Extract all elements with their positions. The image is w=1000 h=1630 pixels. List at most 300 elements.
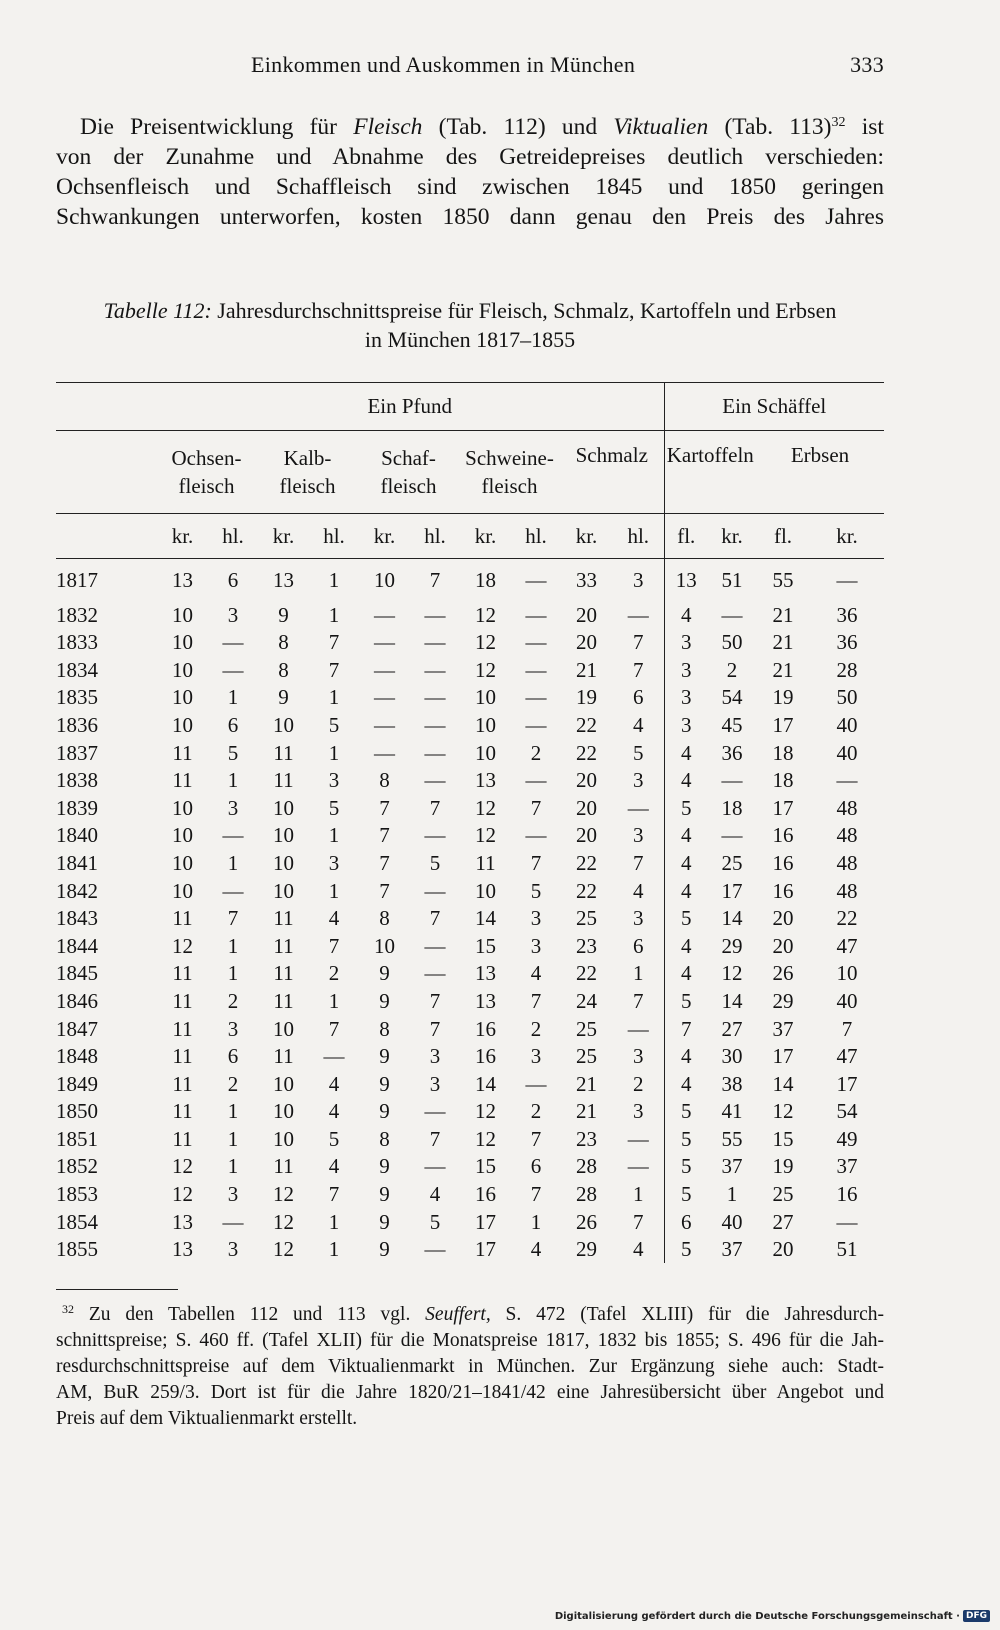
price-cell: — bbox=[424, 768, 446, 793]
year-cell: 1852 bbox=[56, 1154, 98, 1179]
price-cell: 1 bbox=[328, 1209, 340, 1234]
price-cell: 10 bbox=[374, 567, 395, 592]
footnote-ref: 32 bbox=[831, 115, 846, 130]
price-cell: 5 bbox=[429, 850, 441, 875]
price-cell: 9 bbox=[278, 685, 289, 710]
price-cell: 4 bbox=[328, 1071, 340, 1096]
price-cell: 17 bbox=[721, 878, 743, 903]
price-cell: 3 bbox=[664, 711, 708, 739]
caption-title-line-1: Jahresdurchschnittspreise für Fleisch, Schmalz, Kartoffeln und Erbsen bbox=[211, 298, 837, 323]
year-cell: 1842 bbox=[56, 878, 98, 903]
year-cell: 1838 bbox=[56, 768, 98, 793]
table-row bbox=[56, 684, 884, 712]
price-cell: 5 bbox=[328, 795, 340, 820]
price-cell: 23 bbox=[576, 1126, 597, 1151]
price-cell: 1 bbox=[227, 1126, 239, 1151]
price-cell: 18 bbox=[721, 795, 743, 820]
unit-cell: kr. bbox=[560, 514, 613, 559]
price-cell: 11 bbox=[172, 1099, 193, 1124]
price-cell: 9 bbox=[379, 1071, 390, 1096]
price-cell: 54 bbox=[836, 1099, 858, 1124]
table-row bbox=[56, 849, 884, 877]
price-cell: 10 bbox=[836, 961, 858, 986]
price-cell: 36 bbox=[721, 740, 743, 765]
price-cell: 2 bbox=[227, 988, 239, 1013]
price-cell: 7 bbox=[633, 657, 644, 682]
price-cell: 11 bbox=[172, 961, 193, 986]
unit-cell: fl. bbox=[756, 514, 810, 559]
price-cell: 10 bbox=[475, 740, 496, 765]
price-cell: 25 bbox=[576, 1016, 597, 1041]
price-cell: 19 bbox=[772, 1154, 794, 1179]
caption-title-line-2: in München 1817–1855 bbox=[364, 327, 576, 352]
column-header-kalbfleisch: Kalb- fleisch bbox=[257, 431, 358, 514]
price-cell: 12 bbox=[172, 933, 193, 958]
price-cell: 7 bbox=[633, 850, 644, 875]
price-cell: 5 bbox=[429, 1209, 441, 1234]
price-cell: 17 bbox=[836, 1071, 858, 1096]
price-cell: 16 bbox=[772, 878, 794, 903]
body-line-3: Ochsenfleisch und Schaffleisch sind zwischen 1845 und 1850 geringen bbox=[56, 174, 884, 200]
price-cell: 40 bbox=[836, 740, 858, 765]
price-cell: 5 bbox=[633, 740, 644, 765]
year-cell: 1849 bbox=[56, 1071, 98, 1096]
price-cell: 3 bbox=[429, 1071, 441, 1096]
unit-cell: hl. bbox=[512, 514, 560, 559]
price-cell: 47 bbox=[836, 933, 858, 958]
price-cell: 7 bbox=[379, 850, 390, 875]
price-cell: 1 bbox=[328, 878, 340, 903]
price-cell: 2 bbox=[530, 1099, 542, 1124]
price-cell: 22 bbox=[836, 906, 858, 931]
price-cell: 25 bbox=[721, 850, 743, 875]
price-cell: 7 bbox=[429, 1016, 441, 1041]
price-cell: 5 bbox=[664, 905, 708, 933]
price-cell: 7 bbox=[530, 1126, 542, 1151]
year-cell: 1839 bbox=[56, 795, 98, 820]
year-cell: 1844 bbox=[56, 933, 98, 958]
price-cell: 13 bbox=[273, 567, 294, 592]
price-cell: 9 bbox=[379, 1044, 390, 1069]
price-cell: 6 bbox=[227, 712, 239, 737]
price-cell: 20 bbox=[576, 795, 597, 820]
table-body bbox=[56, 559, 884, 1264]
price-cell: 2 bbox=[227, 1071, 239, 1096]
price-cell: 4 bbox=[530, 961, 542, 986]
price-cell: 8 bbox=[379, 768, 390, 793]
price-cell: 6 bbox=[530, 1154, 542, 1179]
price-cell: 10 bbox=[273, 823, 294, 848]
price-cell: 51 bbox=[836, 1237, 858, 1262]
price-cell: 12 bbox=[273, 1237, 294, 1262]
table-row bbox=[56, 1208, 884, 1236]
price-cell: 17 bbox=[772, 1044, 794, 1069]
price-cell: — bbox=[627, 1126, 649, 1151]
price-cell: 11 bbox=[273, 961, 294, 986]
year-cell: 1832 bbox=[56, 602, 98, 627]
price-cell: 55 bbox=[721, 1126, 743, 1151]
price-cell: 29 bbox=[772, 988, 794, 1013]
price-cell: 20 bbox=[576, 768, 597, 793]
price-cell: 37 bbox=[772, 1016, 794, 1041]
price-cell: 11 bbox=[273, 768, 294, 793]
price-cell: 36 bbox=[836, 602, 858, 627]
price-cell: 50 bbox=[721, 630, 743, 655]
price-cell: 19 bbox=[576, 685, 597, 710]
price-cell: — bbox=[222, 630, 244, 655]
price-cell: 16 bbox=[475, 1016, 496, 1041]
price-cell: 10 bbox=[172, 630, 193, 655]
price-cell: 18 bbox=[772, 768, 794, 793]
price-cell: 20 bbox=[772, 906, 794, 931]
price-cell: 7 bbox=[664, 1015, 708, 1043]
year-cell: 1843 bbox=[56, 906, 98, 931]
year-cell: 1837 bbox=[56, 740, 98, 765]
price-cell: — bbox=[323, 1044, 345, 1069]
price-cell: 48 bbox=[836, 850, 858, 875]
price-cell: 10 bbox=[273, 712, 294, 737]
price-cell: 1 bbox=[227, 1154, 239, 1179]
year-cell: 1845 bbox=[56, 961, 98, 986]
price-cell: 10 bbox=[475, 878, 496, 903]
price-cell: — bbox=[424, 878, 446, 903]
price-cell: — bbox=[525, 657, 547, 682]
price-cell: 7 bbox=[633, 630, 644, 655]
price-cell: 3 bbox=[530, 906, 542, 931]
price-cell: 21 bbox=[772, 657, 794, 682]
table-row bbox=[56, 877, 884, 905]
price-cell: 12 bbox=[721, 961, 743, 986]
price-cell: 36 bbox=[836, 630, 858, 655]
price-cell: 7 bbox=[379, 795, 390, 820]
price-cell: 3 bbox=[664, 629, 708, 657]
price-cell: 21 bbox=[772, 630, 794, 655]
price-cell: 4 bbox=[664, 601, 708, 629]
price-cell: — bbox=[525, 768, 547, 793]
price-cell: 5 bbox=[328, 712, 340, 737]
price-cell: 7 bbox=[429, 988, 441, 1013]
table-row bbox=[56, 1180, 884, 1208]
price-cell: — bbox=[525, 823, 547, 848]
price-cell: 11 bbox=[172, 1044, 193, 1069]
price-cell: 1 bbox=[328, 1237, 340, 1262]
price-cell: 4 bbox=[664, 932, 708, 960]
price-cell: 8 bbox=[379, 906, 390, 931]
price-cell: — bbox=[374, 657, 395, 682]
table-row bbox=[56, 739, 884, 767]
price-cell: 1 bbox=[328, 740, 340, 765]
footnote-line-1: $^{32}$ Zu den Tabellen 112 und 113 vgl. Seuffert, S. 472 (Tafel XLIII) für die Jahresdurch- bbox=[62, 1302, 884, 1325]
price-cell: — bbox=[424, 1099, 446, 1124]
price-cell: 2 bbox=[328, 961, 340, 986]
unit-cell: kr. bbox=[156, 514, 209, 559]
price-cell: — bbox=[222, 1209, 244, 1234]
price-cell: 13 bbox=[172, 1237, 193, 1262]
year-cell: 1850 bbox=[56, 1099, 98, 1124]
price-cell: 15 bbox=[772, 1126, 794, 1151]
table-row bbox=[56, 1070, 884, 1098]
price-cell: 22 bbox=[576, 961, 597, 986]
table-row bbox=[56, 1015, 884, 1043]
price-cell: 1 bbox=[227, 685, 239, 710]
year-cell: 1851 bbox=[56, 1126, 98, 1151]
price-cell: — bbox=[525, 712, 547, 737]
price-cell: — bbox=[721, 602, 743, 627]
price-cell: 12 bbox=[475, 630, 496, 655]
price-cell: 20 bbox=[576, 630, 597, 655]
price-cell: 26 bbox=[576, 1209, 597, 1234]
price-cell: 11 bbox=[273, 1154, 294, 1179]
price-cell: 4 bbox=[633, 878, 644, 903]
price-cell: 18 bbox=[772, 740, 794, 765]
column-header-erbsen: Erbsen bbox=[756, 431, 884, 514]
price-cell: 12 bbox=[172, 1182, 193, 1207]
price-cell: 6 bbox=[227, 1044, 239, 1069]
price-cell: 10 bbox=[273, 1126, 294, 1151]
price-cell: — bbox=[222, 823, 244, 848]
price-cell: 4 bbox=[328, 906, 340, 931]
body-paragraph bbox=[56, 112, 884, 232]
price-cell: 12 bbox=[772, 1099, 794, 1124]
price-cell: — bbox=[525, 567, 547, 592]
price-cell: 1 bbox=[227, 933, 239, 958]
price-cell: 6 bbox=[633, 933, 644, 958]
price-cell: — bbox=[424, 1237, 446, 1262]
price-cell: 40 bbox=[836, 712, 858, 737]
price-cell: 5 bbox=[664, 1236, 708, 1264]
column-header-schaffleisch: Schaf- fleisch bbox=[358, 431, 459, 514]
price-cell: 4 bbox=[664, 960, 708, 988]
price-cell: 9 bbox=[379, 1099, 390, 1124]
price-cell: 11 bbox=[273, 933, 294, 958]
year-cell: 1846 bbox=[56, 988, 98, 1013]
price-cell: 14 bbox=[772, 1071, 794, 1096]
price-cell: 25 bbox=[772, 1182, 794, 1207]
price-cell: 1 bbox=[227, 768, 239, 793]
price-cell: 5 bbox=[664, 1098, 708, 1126]
unit-cell: hl. bbox=[411, 514, 459, 559]
price-cell: 9 bbox=[379, 1237, 390, 1262]
price-cell: 2 bbox=[726, 657, 738, 682]
price-cell: 11 bbox=[172, 1126, 193, 1151]
price-cell: 26 bbox=[772, 961, 794, 986]
price-cell: 3 bbox=[633, 768, 644, 793]
price-cell: — bbox=[222, 657, 244, 682]
price-cell: 49 bbox=[836, 1126, 858, 1151]
price-cell: — bbox=[374, 685, 395, 710]
price-cell: 12 bbox=[475, 657, 496, 682]
table-row bbox=[56, 767, 884, 795]
price-cell: 3 bbox=[633, 1099, 644, 1124]
table-row bbox=[56, 1125, 884, 1153]
price-cell: 7 bbox=[328, 1016, 340, 1041]
price-cell: — bbox=[424, 712, 446, 737]
price-cell: 11 bbox=[172, 906, 193, 931]
price-cell: 10 bbox=[273, 850, 294, 875]
price-cell: 1 bbox=[328, 602, 340, 627]
price-cell: 4 bbox=[664, 1070, 708, 1098]
price-cell: 5 bbox=[664, 1153, 708, 1181]
price-cell: 10 bbox=[172, 878, 193, 903]
running-head-title: Einkommen und Auskommen in München bbox=[251, 52, 636, 77]
footnote-line-2: schnittspreise; S. 460 ff. (Tafel XLII) für die Monatspreise 1817, 1832 bis 1855; S. 496 für die Jah- bbox=[56, 1330, 884, 1351]
unit-cell: kr. bbox=[358, 514, 411, 559]
price-cell: 4 bbox=[328, 1099, 340, 1124]
price-cell: 9 bbox=[379, 1182, 390, 1207]
column-header-schweinefleisch: Schweine- fleisch bbox=[459, 431, 560, 514]
year-cell: 1848 bbox=[56, 1044, 98, 1069]
price-cell: 3 bbox=[227, 1182, 239, 1207]
price-cell: 3 bbox=[633, 906, 644, 931]
year-cell: 1855 bbox=[56, 1237, 98, 1262]
price-cell: 11 bbox=[172, 768, 193, 793]
price-cell: 7 bbox=[429, 567, 441, 592]
price-cell: 10 bbox=[273, 1016, 294, 1041]
price-cell: — bbox=[424, 961, 446, 986]
price-cell: — bbox=[424, 630, 446, 655]
price-cell: 4 bbox=[633, 1237, 644, 1262]
price-cell: — bbox=[721, 823, 743, 848]
price-table bbox=[56, 382, 884, 1263]
price-cell: 38 bbox=[721, 1071, 743, 1096]
price-cell: 10 bbox=[273, 1071, 294, 1096]
price-cell: 16 bbox=[836, 1182, 858, 1207]
price-cell: 5 bbox=[664, 1125, 708, 1153]
price-cell: 10 bbox=[475, 685, 496, 710]
price-cell: — bbox=[627, 1016, 649, 1041]
price-cell: 6 bbox=[633, 685, 644, 710]
price-cell: — bbox=[627, 1154, 649, 1179]
price-cell: 17 bbox=[475, 1237, 496, 1262]
unit-cell: hl. bbox=[310, 514, 358, 559]
running-head bbox=[56, 52, 884, 82]
price-cell: — bbox=[424, 933, 446, 958]
price-cell: 17 bbox=[475, 1209, 496, 1234]
dfg-logo-icon: DFG bbox=[963, 1610, 990, 1622]
price-cell: 11 bbox=[172, 740, 193, 765]
group-header-ein-schaeffel: Ein Schäffel bbox=[664, 383, 884, 431]
price-cell: 7 bbox=[530, 795, 542, 820]
price-cell: 22 bbox=[576, 850, 597, 875]
price-cell: 21 bbox=[576, 1071, 597, 1096]
price-cell: 8 bbox=[278, 630, 289, 655]
price-cell: 29 bbox=[576, 1237, 597, 1262]
price-cell: 3 bbox=[227, 1237, 239, 1262]
price-cell: — bbox=[836, 1209, 858, 1234]
price-cell: 12 bbox=[475, 602, 496, 627]
footnote-line-3: resdurchschnittspreise auf dem Viktualienmarkt in München. Zur Ergänzung siehe auch: Stadt- bbox=[56, 1356, 884, 1377]
price-cell: 3 bbox=[633, 567, 644, 592]
price-cell: 51 bbox=[721, 567, 743, 592]
price-cell: 8 bbox=[379, 1126, 390, 1151]
price-cell: 48 bbox=[836, 795, 858, 820]
column-header-ochsenfleisch: Ochsen- fleisch bbox=[156, 431, 257, 514]
body-line-2: von der Zunahme und Abnahme des Getreidepreises deutlich verschieden: bbox=[56, 144, 884, 170]
footnote bbox=[56, 1302, 884, 1432]
price-cell: 37 bbox=[721, 1237, 743, 1262]
price-cell: 37 bbox=[836, 1154, 858, 1179]
price-cell: 10 bbox=[273, 1099, 294, 1124]
price-cell: 20 bbox=[772, 1237, 794, 1262]
price-cell: 2 bbox=[530, 1016, 542, 1041]
price-cell: 4 bbox=[664, 849, 708, 877]
footnote-line-4: AM, BuR 259/3. Dort ist für die Jahre 1820/21–1841/42 eine Jahresübersicht über Angebot und bbox=[56, 1382, 884, 1403]
unit-cell: fl. bbox=[664, 514, 708, 559]
page-number: 333 bbox=[850, 52, 884, 77]
price-cell: 16 bbox=[475, 1044, 496, 1069]
body-line-4: Schwankungen unterworfen, kosten 1850 dann genau den Preis des Jahres bbox=[56, 204, 884, 230]
unit-row bbox=[56, 514, 884, 559]
price-cell: 20 bbox=[772, 933, 794, 958]
table-row bbox=[56, 601, 884, 629]
price-cell: 29 bbox=[721, 933, 743, 958]
price-cell: 1 bbox=[633, 961, 644, 986]
price-cell: 7 bbox=[633, 988, 644, 1013]
price-cell: 11 bbox=[172, 1016, 193, 1041]
price-cell: 9 bbox=[379, 1154, 390, 1179]
price-cell: 10 bbox=[172, 657, 193, 682]
price-cell: 48 bbox=[836, 878, 858, 903]
price-cell: 4 bbox=[633, 712, 644, 737]
price-cell: 40 bbox=[836, 988, 858, 1013]
price-cell: 11 bbox=[273, 906, 294, 931]
price-cell: 11 bbox=[273, 1044, 294, 1069]
table-row bbox=[56, 905, 884, 933]
footnote-line-5: Preis auf dem Viktualienmarkt erstellt. bbox=[56, 1408, 358, 1429]
price-cell: 14 bbox=[475, 906, 496, 931]
price-cell: 50 bbox=[836, 685, 858, 710]
price-cell: 13 bbox=[172, 1209, 193, 1234]
year-cell: 1817 bbox=[56, 567, 98, 592]
price-cell: 5 bbox=[328, 1126, 340, 1151]
price-cell: 15 bbox=[475, 933, 496, 958]
table-row bbox=[56, 1153, 884, 1181]
price-cell: 13 bbox=[664, 559, 708, 602]
price-cell: 4 bbox=[328, 1154, 340, 1179]
price-cell: 7 bbox=[328, 657, 340, 682]
price-cell: — bbox=[525, 685, 547, 710]
price-cell: 9 bbox=[379, 1209, 390, 1234]
price-cell: 1 bbox=[328, 685, 340, 710]
price-cell: 10 bbox=[172, 602, 193, 627]
price-cell: 40 bbox=[721, 1209, 743, 1234]
price-cell: 7 bbox=[227, 906, 239, 931]
price-cell: 12 bbox=[172, 1154, 193, 1179]
price-cell: 7 bbox=[379, 823, 390, 848]
price-cell: 9 bbox=[379, 988, 390, 1013]
price-cell: 12 bbox=[273, 1182, 294, 1207]
price-cell: 3 bbox=[429, 1044, 441, 1069]
digitization-text: Digitalisierung gefördert durch die Deutsche Forschungsgemeinschaft · bbox=[554, 1610, 960, 1622]
price-cell: — bbox=[721, 768, 743, 793]
price-cell: 4 bbox=[664, 877, 708, 905]
price-cell: 3 bbox=[328, 850, 340, 875]
group-header-ein-pfund: Ein Pfund bbox=[156, 383, 664, 431]
year-cell: 1853 bbox=[56, 1182, 98, 1207]
price-cell: 10 bbox=[172, 795, 193, 820]
price-cell: — bbox=[627, 602, 649, 627]
caption-label: Tabelle 112: bbox=[103, 298, 212, 323]
price-cell: 18 bbox=[475, 567, 496, 592]
price-cell: 15 bbox=[475, 1154, 496, 1179]
price-cell: 10 bbox=[374, 933, 395, 958]
price-cell: — bbox=[374, 712, 395, 737]
year-cell: 1840 bbox=[56, 823, 98, 848]
unit-cell: kr. bbox=[257, 514, 310, 559]
price-cell: — bbox=[222, 878, 244, 903]
price-cell: 1 bbox=[227, 850, 239, 875]
price-cell: — bbox=[836, 567, 858, 592]
